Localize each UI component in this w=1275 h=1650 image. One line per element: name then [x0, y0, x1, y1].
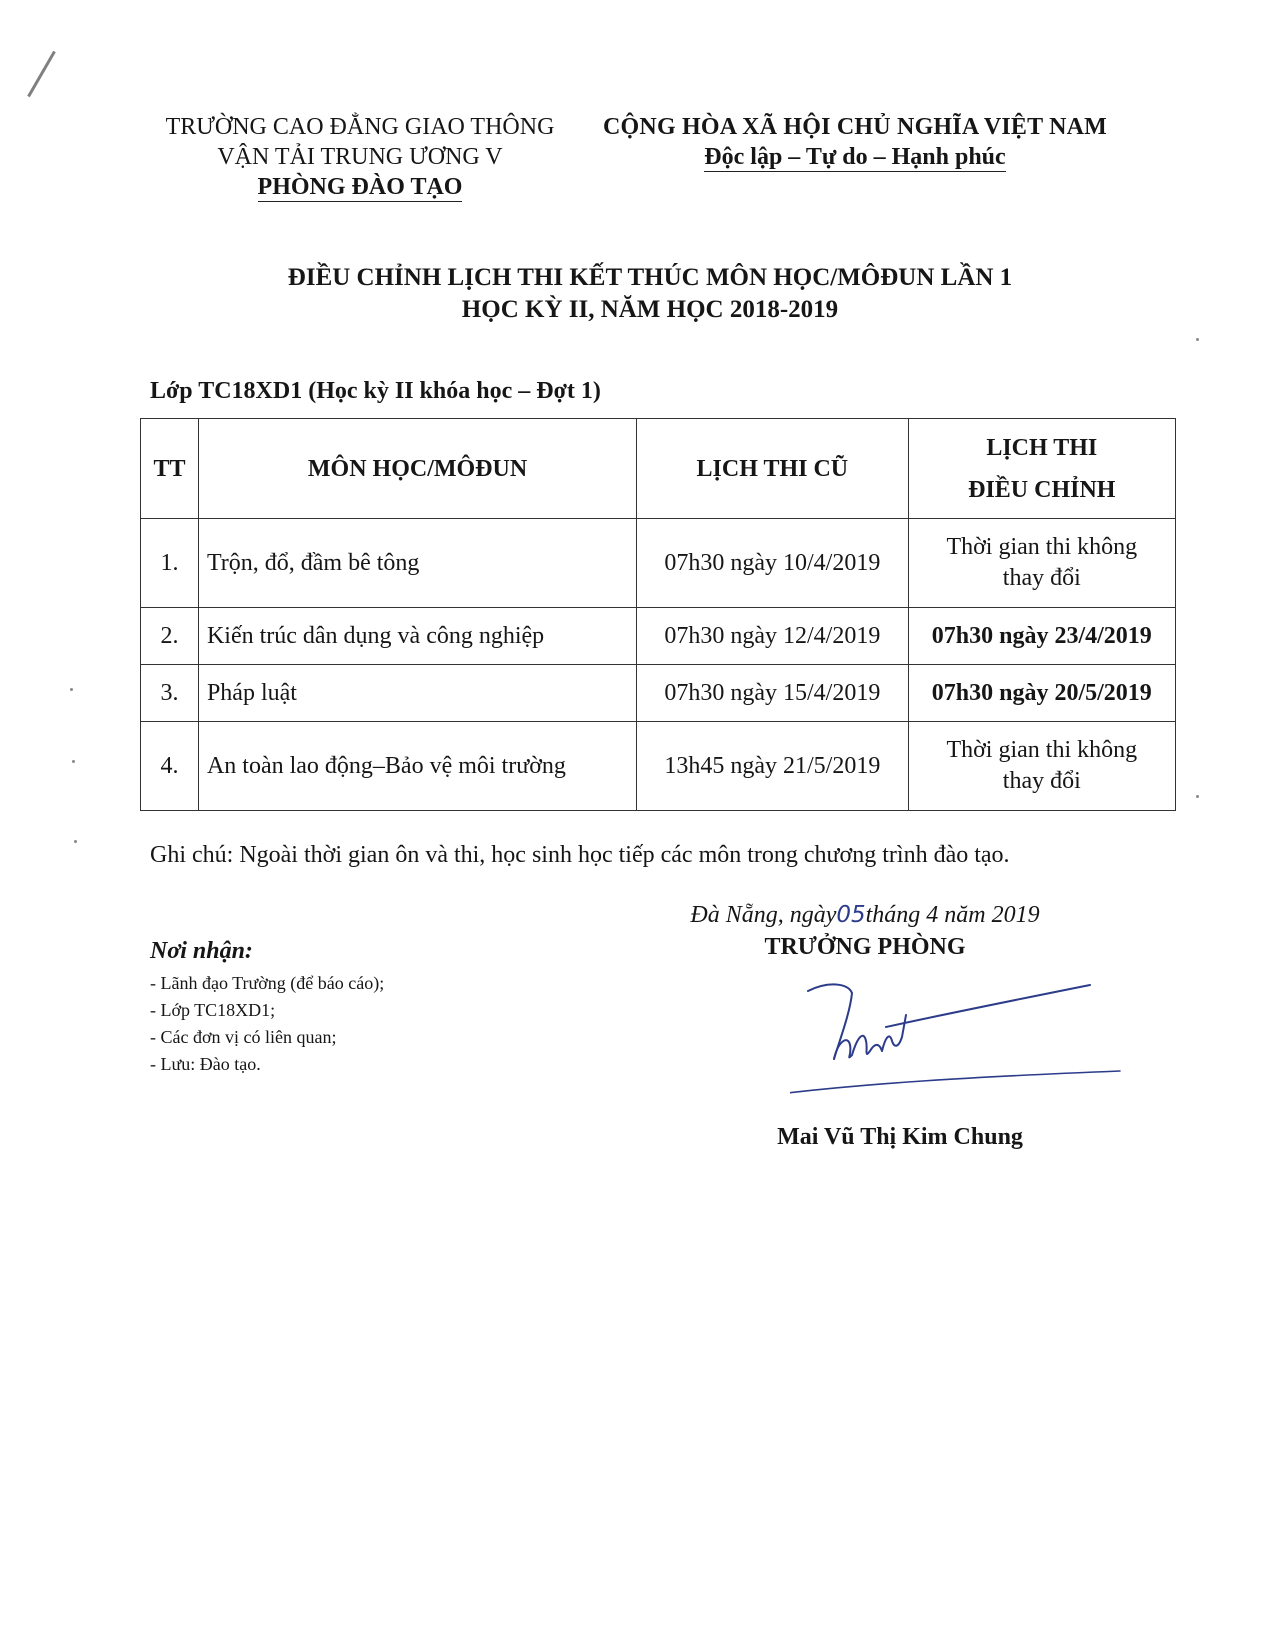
signer-role: TRƯỞNG PHÒNG	[764, 934, 966, 960]
handwritten-signature	[790, 975, 1130, 1105]
scan-speck	[1196, 795, 1199, 798]
cell-old-schedule: 07h30 ngày 15/4/2019	[637, 665, 908, 722]
issuer-department: PHÒNG ĐÀO TẠO	[257, 174, 463, 200]
scan-speck	[1196, 338, 1199, 341]
header-new-schedule	[908, 419, 1175, 519]
national-motto: Độc lập – Tự do – Hạnh phúc	[704, 144, 1006, 170]
cell-old-schedule: 07h30 ngày 10/4/2019	[637, 519, 908, 608]
table-header-row	[141, 419, 1176, 519]
scan-speck	[70, 688, 73, 691]
handwritten-day: 05	[836, 902, 866, 928]
issuer-header	[150, 112, 570, 202]
table-row	[141, 722, 1176, 811]
cell-subject: Kiến trúc dân dụng và công nghiệp	[198, 608, 636, 665]
scan-speck	[72, 760, 75, 763]
header-new-line-1: LỊCH THI	[986, 434, 1098, 461]
table-row	[141, 608, 1176, 665]
header-tt: TT	[141, 419, 199, 519]
issuer-line-1: TRƯỜNG CAO ĐẲNG GIAO THÔNG	[165, 114, 555, 140]
cell-new-schedule: 07h30 ngày 20/5/2019	[908, 665, 1175, 722]
document-title	[150, 262, 1150, 326]
issuer-line-2: VẬN TẢI TRUNG ƯƠNG V	[217, 144, 503, 170]
list-item: - Lưu: Đào tạo.	[150, 1054, 261, 1074]
cell-old-schedule: 13h45 ngày 21/5/2019	[637, 722, 908, 811]
header-new-line-2: ĐIỀU CHỈNH	[968, 476, 1116, 503]
cell-tt: 4.	[141, 722, 199, 811]
place-date-prefix: Đà Nẵng, ngày	[690, 902, 837, 928]
list-item: - Các đơn vị có liên quan;	[150, 1027, 337, 1047]
cell-new-line-2: thay đổi	[1002, 768, 1081, 794]
recipients-list	[150, 970, 384, 1078]
note-text: Ghi chú: Ngoài thời gian ôn và thi, học sinh học tiếp các môn trong chương trình đào tạo.	[150, 842, 1010, 868]
cell-new-line-1: Thời gian thi không	[946, 737, 1138, 763]
place-date-rest: tháng 4 năm 2019	[865, 902, 1040, 928]
cell-subject: Pháp luật	[198, 665, 636, 722]
class-line: Lớp TC18XD1 (Học kỳ II khóa học – Đợt 1)	[150, 378, 601, 404]
cell-subject: An toàn lao động–Bảo vệ môi trường	[198, 722, 636, 811]
national-name: CỘNG HÒA XÃ HỘI CHỦ NGHĨA VIỆT NAM	[603, 114, 1107, 140]
cell-new-line-2: thay đổi	[1002, 565, 1081, 591]
cell-new-schedule: 07h30 ngày 23/4/2019	[908, 608, 1175, 665]
cell-new-line-1: Thời gian thi không	[946, 534, 1138, 560]
cell-tt: 3.	[141, 665, 199, 722]
cell-new-schedule	[908, 519, 1175, 608]
list-item: - Lãnh đạo Trường (để báo cáo);	[150, 973, 385, 993]
national-header	[590, 112, 1120, 172]
cell-new-schedule	[908, 722, 1175, 811]
header-subject: MÔN HỌC/MÔĐUN	[198, 419, 636, 519]
title-line-1: ĐIỀU CHỈNH LỊCH THI KẾT THÚC MÔN HỌC/MÔĐUN LẦN 1	[287, 264, 1013, 291]
signer-name: Mai Vũ Thị Kim Chung	[777, 1124, 1023, 1150]
cell-tt: 1.	[141, 519, 199, 608]
place-date	[600, 902, 1130, 929]
cell-subject: Trộn, đổ, đầm bê tông	[198, 519, 636, 608]
exam-schedule-table	[140, 418, 1176, 811]
title-line-2: HỌC KỲ II, NĂM HỌC 2018-2019	[461, 296, 839, 323]
scan-speck	[74, 840, 77, 843]
header-old-schedule: LỊCH THI CŨ	[637, 419, 908, 519]
table-row	[141, 519, 1176, 608]
scan-pen-mark	[27, 51, 56, 98]
table-row	[141, 665, 1176, 722]
recipients-title: Nơi nhận:	[150, 938, 253, 964]
cell-tt: 2.	[141, 608, 199, 665]
list-item: - Lớp TC18XD1;	[150, 1000, 276, 1020]
cell-old-schedule: 07h30 ngày 12/4/2019	[637, 608, 908, 665]
